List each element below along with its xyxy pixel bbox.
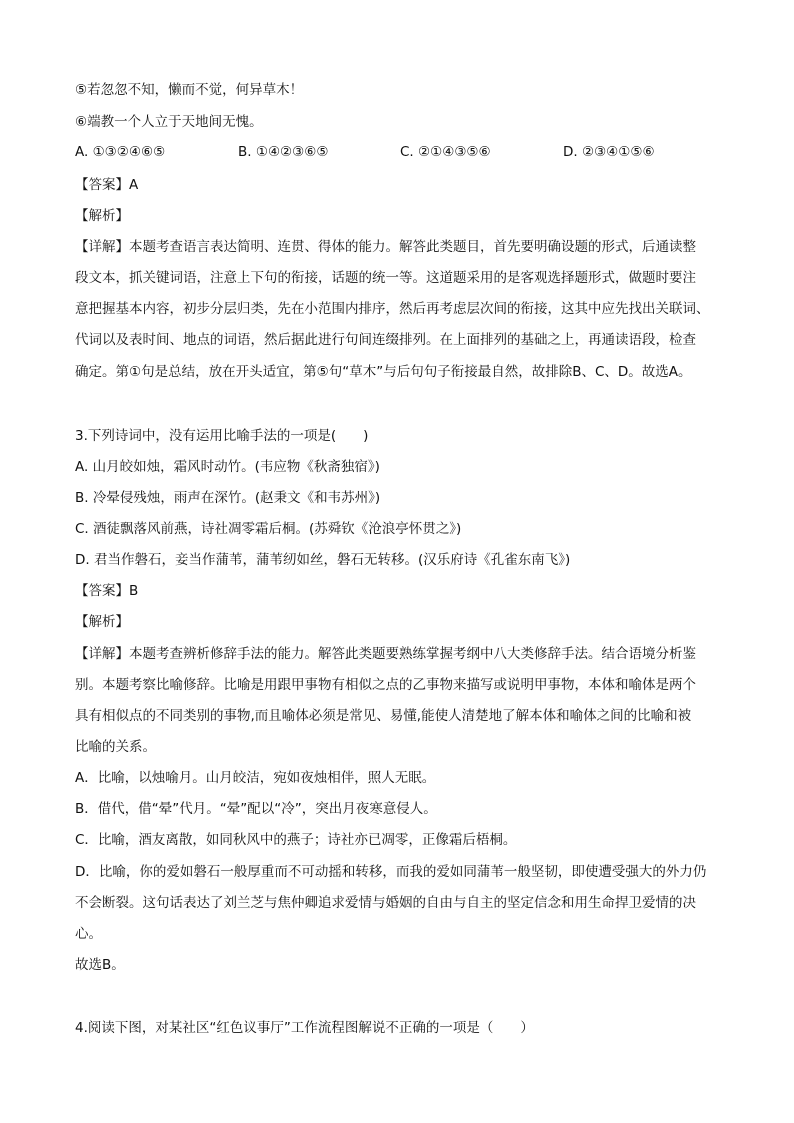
q2-option-c: C. ②①④③⑤⑥ bbox=[400, 144, 491, 160]
q2-detail-line: 确定。第①句是总结，放在开头适宜，第⑤句“草木”与后句句子衔接最自然，故排除B、C、D。故选A。 bbox=[75, 364, 692, 380]
q3-explain-b: B．借代，借“晕”代月。“晕”配以“冷”，突出月夜寒意侵人。 bbox=[75, 801, 437, 817]
q2-options bbox=[75, 144, 715, 164]
q2-option-d: D. ②③④①⑤⑥ bbox=[563, 144, 655, 160]
q2-answer: 【答案】A bbox=[75, 177, 139, 193]
q3-explain-d: D．比喻，你的爱如磐石一般厚重而不可动摇和转移，而我的爱如同蒲苇一般坚韧，即使遭受强大的外力仍 bbox=[75, 864, 707, 880]
q2-detail-line: 代词以及表时间、地点的词语，然后据此进行句间连缀排列。在上面排列的基础之上，再通读语段，检查 bbox=[75, 332, 696, 348]
q3-detail-line: 别。本题考察比喻修辞。比喻是用跟甲事物有相似之点的乙事物来描写或说明甲事物，本体和喻体是两个 bbox=[75, 677, 696, 693]
q2-sentence-6: ⑥端教一个人立于天地间无愧。 bbox=[75, 114, 263, 130]
q3-option-a: A. 山月皎如烛，霜风时动竹。(韦应物《秋斋独宿》) bbox=[75, 459, 380, 475]
q3-explain-d-cont: 不会断裂。这句话表达了刘兰芝与焦仲卿追求爱情与婚姻的自由与自主的坚定信念和用生命捍卫爱情的决 bbox=[75, 895, 696, 911]
q3-detail-line: 具有相似点的不同类别的事物,而且喻体必须是常见、易懂,能使人清楚地了解本体和喻体之间的比喻和被 bbox=[75, 708, 692, 724]
q2-option-a: A. ①③②④⑥⑤ bbox=[75, 144, 166, 160]
q3-explain-c: C．比喻，酒友离散，如同秋风中的燕子；诗社亦已凋零，正像霜后梧桐。 bbox=[75, 832, 517, 848]
q3-explain-a: A．比喻，以烛喻月。山月皎洁，宛如夜烛相伴，照人无眠。 bbox=[75, 770, 436, 786]
q4-stem: 4.阅读下图，对某社区“红色议事厅”工作流程图解说不正确的一项是（ ） bbox=[75, 1020, 534, 1036]
q3-detail-line: 比喻的关系。 bbox=[75, 739, 156, 755]
q2-detail-line: 【详解】本题考查语言表达简明、连贯、得体的能力。解答此类题目，首先要明确设题的形式，后通读整 bbox=[75, 239, 696, 255]
q3-conclusion: 故选B。 bbox=[75, 957, 125, 973]
q2-sentence-5: ⑤若忽忽不知，懒而不觉，何异草木！ bbox=[75, 82, 304, 98]
q2-option-b: B. ①④②③⑥⑤ bbox=[238, 144, 329, 160]
q3-option-c: C. 酒徒飘落风前燕，诗社凋零霜后桐。(苏舜钦《沧浪亭怀贯之》) bbox=[75, 521, 462, 537]
q3-option-d: D. 君当作磐石，妾当作蒲苇，蒲苇纫如丝，磐石无转移。(汉乐府诗《孔雀东南飞》) bbox=[75, 552, 571, 568]
q3-option-b: B. 冷晕侵残烛，雨声在深竹。(赵秉文《和韦苏州》) bbox=[75, 490, 381, 506]
q3-explain-d-cont: 心。 bbox=[75, 926, 102, 942]
q3-analysis-heading: 【解析】 bbox=[75, 614, 129, 630]
q2-detail-line: 段文本，抓关键词语，注意上下句的衔接，话题的统一等。这道题采用的是客观选择题形式，做题时要注 bbox=[75, 270, 696, 286]
q3-detail-line: 【详解】本题考查辨析修辞手法的能力。解答此类题要熟练掌握考纲中八大类修辞手法。结合语境分析鉴 bbox=[75, 646, 696, 662]
q2-analysis-heading: 【解析】 bbox=[75, 208, 129, 224]
q3-answer: 【答案】B bbox=[75, 583, 139, 599]
q2-detail-line: 意把握基本内容，初步分层归类，先在小范围内排序，然后再考虑层次间的衔接，这其中应先找出关联词、 bbox=[75, 301, 710, 317]
q3-stem: 3.下列诗词中，没有运用比喻手法的一项是( ) bbox=[75, 428, 369, 444]
